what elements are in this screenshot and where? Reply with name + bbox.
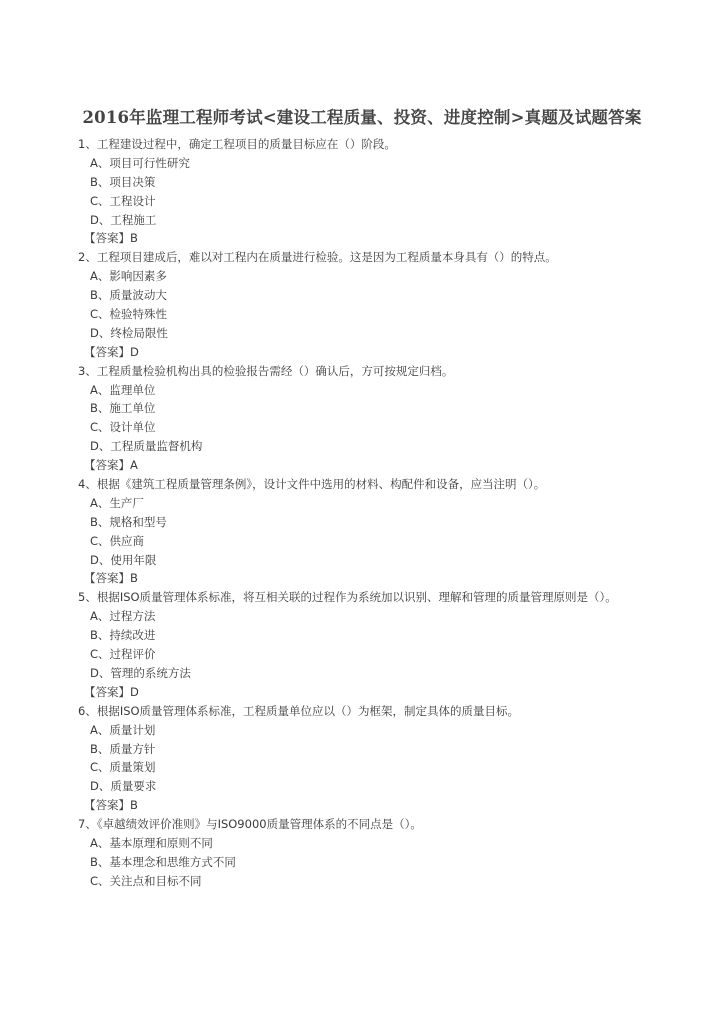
- option-c: C、质量策划: [90, 760, 156, 775]
- question-stem: 3、工程质量检验机构出具的检验报告需经（）确认后，方可按规定归档。: [78, 363, 454, 378]
- option-b: B、持续改进: [90, 628, 156, 643]
- option-d: D、工程质量监督机构: [90, 439, 203, 454]
- option-c: C、关注点和目标不同: [90, 873, 202, 888]
- option-b: B、质量波动大: [90, 288, 167, 303]
- question-stem: 2、工程项目建成后，难以对工程内在质量进行检验。这是因为工程质量本身具有（）的特点。: [78, 250, 557, 265]
- option-d: D、终检局限性: [90, 325, 168, 340]
- answer-label: 【答案】B: [84, 231, 138, 246]
- answer-label: 【答案】D: [84, 684, 139, 699]
- document-title: 2016年监理工程师考试<建设工程质量、投资、进度控制>真题及试题答案: [82, 108, 642, 127]
- option-b: B、项目决策: [90, 174, 156, 189]
- question-stem: 1、工程建设过程中，确定工程项目的质量目标应在（）阶段。: [78, 137, 396, 151]
- option-b: B、规格和型号: [90, 514, 167, 529]
- question-list: [72, 135, 664, 891]
- question-stem: 4、根据《建筑工程质量管理条例》，设计文件中选用的材料、构配件和设备，应当注明（）。: [78, 477, 546, 492]
- answer-label: 【答案】D: [84, 344, 139, 359]
- option-a: A、监理单位: [90, 382, 156, 397]
- option-c: C、检验特殊性: [90, 307, 168, 322]
- answer-label: 【答案】B: [84, 798, 138, 813]
- option-a: A、生产厂: [90, 495, 144, 510]
- option-a: A、项目可行性研究: [90, 155, 190, 170]
- option-a: A、过程方法: [90, 609, 156, 624]
- option-d: D、质量要求: [90, 779, 157, 794]
- option-d: D、工程施工: [90, 212, 157, 227]
- answer-label: 【答案】B: [84, 571, 138, 586]
- option-a: A、影响因素多: [90, 269, 167, 284]
- option-b: B、质量方针: [90, 741, 156, 756]
- option-a: A、质量计划: [90, 722, 156, 737]
- option-c: C、工程设计: [90, 193, 156, 208]
- question-stem: 6、根据ISO质量管理体系标准，工程质量单位应以（）为框架，制定具体的质量目标。: [78, 703, 520, 718]
- question-stem: 7、《卓越绩效评价准则》与ISO9000质量管理体系的不同点是（）。: [78, 817, 422, 832]
- option-d: D、使用年限: [90, 552, 157, 567]
- answer-label: 【答案】A: [84, 458, 138, 473]
- option-d: D、管理的系统方法: [90, 665, 191, 680]
- option-b: B、基本理念和思维方式不同: [90, 854, 236, 869]
- option-c: C、过程评价: [90, 647, 156, 662]
- option-b: B、施工单位: [90, 401, 156, 416]
- option-a: A、基本原理和原则不同: [90, 835, 213, 850]
- option-c: C、设计单位: [90, 420, 156, 435]
- option-c: C、供应商: [90, 533, 145, 548]
- question-stem: 5、根据ISO质量管理体系标准，将互相关联的过程作为系统加以识别、理解和管理的质量管理原则是（）。: [78, 590, 617, 605]
